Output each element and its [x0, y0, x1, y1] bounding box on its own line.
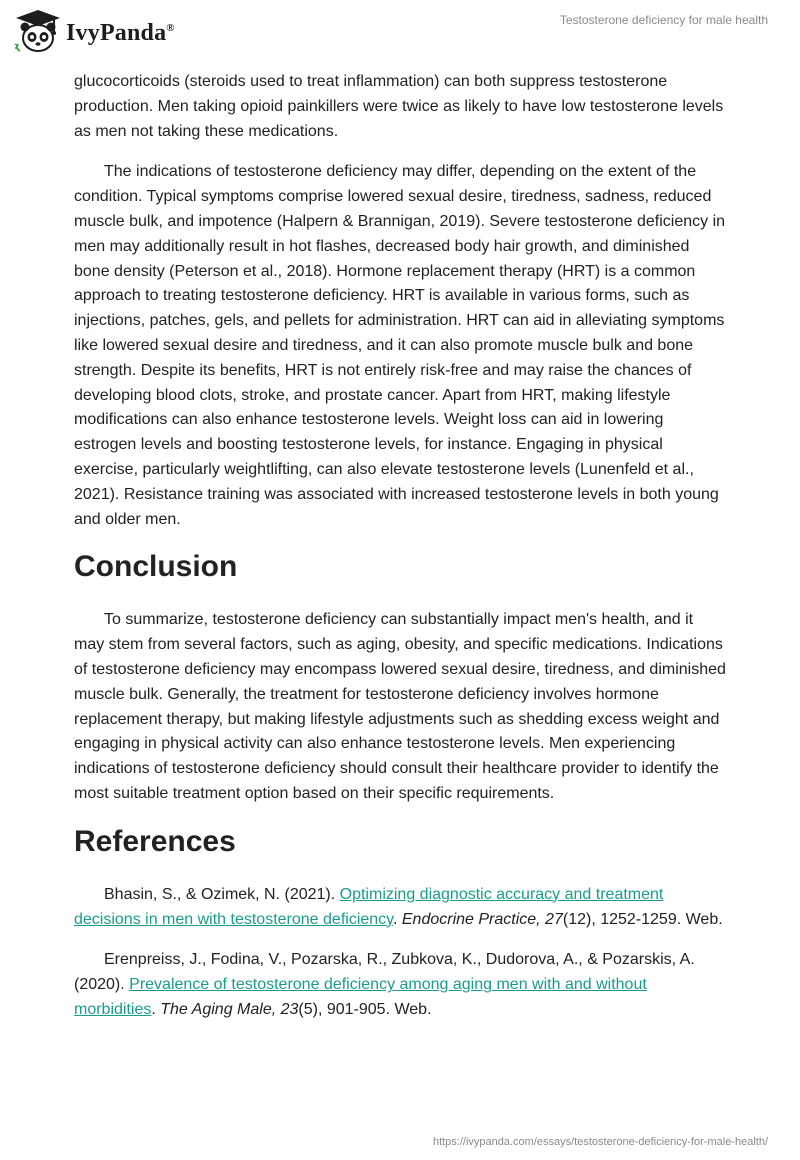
reference-link[interactable]: Prevalence of testosterone deficiency among aging men with and without morbidities	[74, 976, 647, 1018]
document-title: Testosterone deficiency for male health	[559, 13, 768, 27]
conclusion-paragraph: To summarize, testosterone deficiency can substantially impact men's health, and it may stem from several factors, such as aging, obesity, and specific medications. Indications of testosterone deficiency may encompass lowered sexual desire, tiredness, and diminished muscle bulk. Generally, the treatment for testosterone deficiency involves hormone replacement therapy, but making lifestyle adjustments such as shedding excess weight and engaging in physical activity can also enhance testosterone levels. Men experiencing indications of testosterone deficiency should consult their healthcare provider to identify the most suitable treatment option based on their specific requirements.	[74, 611, 726, 802]
paragraph-continuation: glucocorticoids (steroids used to treat inflammation) can both suppress testosterone production. Men taking opioid painkillers were twice as likely to have low testosterone levels as men not taking these medications.	[74, 73, 724, 140]
reference-item: Bhasin, S., & Ozimek, N. (2021). Optimizing diagnostic accuracy and treatment decisions in men with testosterone deficiency. Endocrine Practice, 27(12), 1252-1259. Web.	[74, 885, 723, 928]
journal-name: Endocrine Practice, 27	[401, 910, 563, 928]
essay-content	[74, 70, 726, 1039]
ivypanda-logo[interactable]	[14, 8, 175, 59]
brand-name: IvyPanda®	[66, 20, 175, 46]
reference-item: Erenpreiss, J., Fodina, V., Pozarska, R., Zubkova, K., Dudorova, A., & Pozarskis, A. (2020). Prevalence of testosterone deficiency among aging men with and without morbidities. The Aging Male, 23(5), 901-905. Web.	[74, 951, 695, 1018]
footer-url: https://ivypanda.com/essays/testosterone-deficiency-for-male-health/	[432, 1136, 768, 1148]
journal-name: The Aging Male, 23	[160, 1000, 299, 1018]
panda-icon	[14, 8, 62, 59]
registered-mark: ®	[166, 22, 175, 34]
references-heading: References	[74, 824, 236, 858]
conclusion-heading: Conclusion	[74, 550, 238, 584]
reference-link[interactable]: Optimizing diagnostic accuracy and treatment decisions in men with testosterone deficiency	[74, 885, 664, 928]
page-header	[0, 0, 800, 64]
paragraph-symptoms-treatment: The indications of testosterone deficiency may differ, depending on the extent of the condition. Typical symptoms comprise lowered sexual desire, tiredness, sadness, reduced muscle bulk, and impotence (Halpern & Brannigan, 2019). Severe testosterone deficiency in men may additionally result in hot flashes, decreased body hair growth, and diminished bone density (Peterson et al., 2018). Hormone replacement therapy (HRT) is a common approach to treating testosterone deficiency. HRT is available in various forms, such as injections, patches, gels, and pellets for administration. HRT can aid in alleviating symptoms like lowered sexual desire and tiredness, and it can also promote muscle bulk and bone strength. Despite its benefits, HRT is not entirely risk-free and may raise the chances of developing blood clots, stroke, and prostate cancer. Apart from HRT, making lifestyle modifications can also enhance testosterone levels. Weight loss can aid in lowering estrogen levels and boosting testosterone levels, for instance. Engaging in physical exercise, particularly weightlifting, can also elevate testosterone levels (Lunenfeld et al., 2021). Resistance training was associated with increased testosterone levels in both young and older men.	[74, 163, 726, 528]
